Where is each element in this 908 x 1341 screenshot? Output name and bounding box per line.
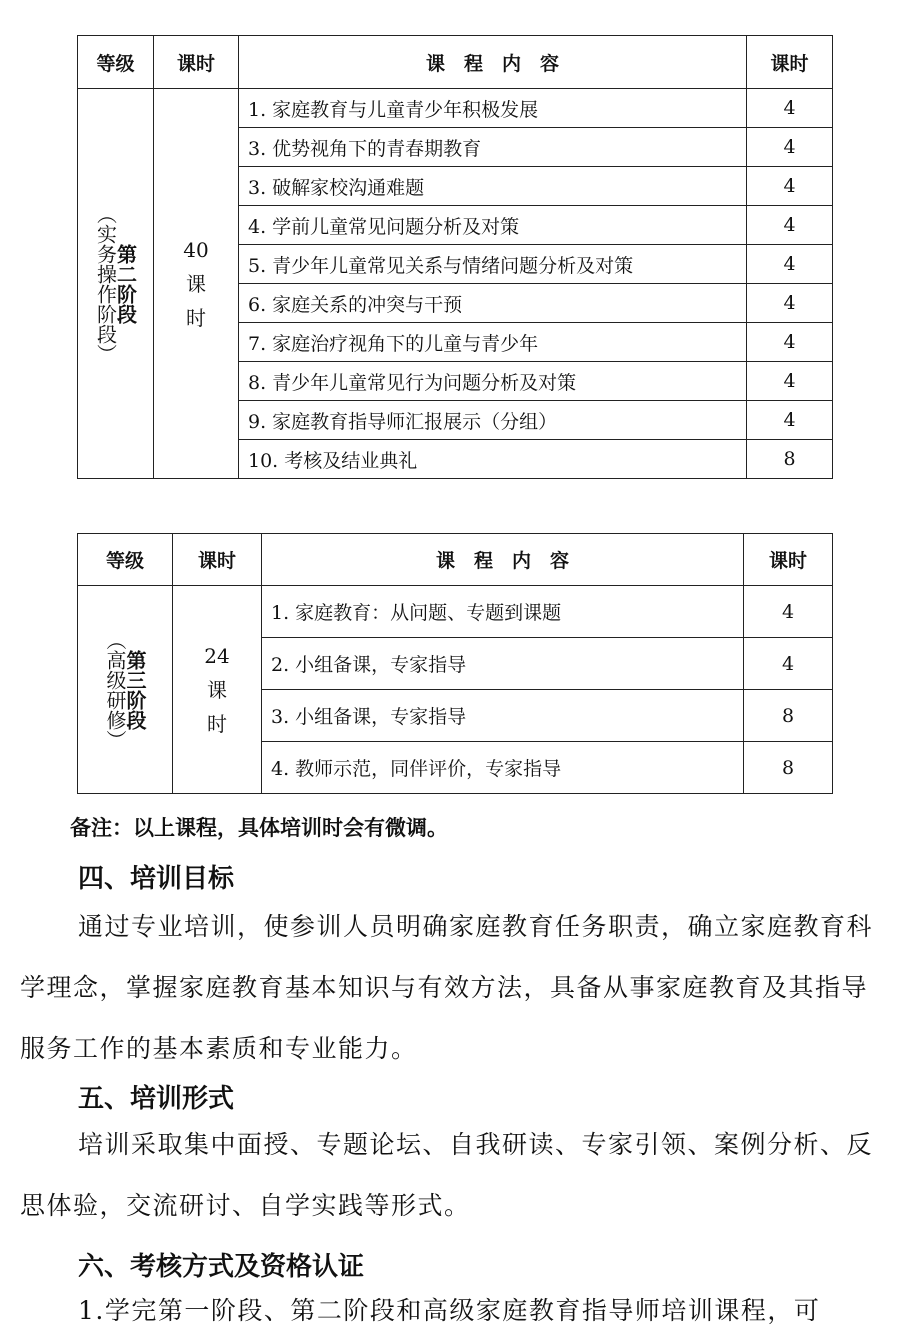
total-hours-unit-1: 课	[207, 677, 227, 702]
course-name: 6. 家庭关系的冲突与干预	[239, 284, 747, 323]
course-hours: 4	[744, 638, 833, 690]
course-name: 5. 青少年儿童常见关系与情绪问题分析及对策	[239, 245, 747, 284]
stage-level-cell	[78, 586, 173, 794]
course-hours: 4	[747, 167, 833, 206]
course-name: 7. 家庭治疗视角下的儿童与青少年	[239, 323, 747, 362]
stage-two-course-table	[77, 35, 833, 479]
course-hours: 4	[747, 206, 833, 245]
course-name: 1. 家庭教育：从问题、专题到课题	[262, 586, 744, 638]
course-hours: 4	[744, 586, 833, 638]
course-name: 3. 破解家校沟通难题	[239, 167, 747, 206]
stage-level-cell	[78, 89, 154, 479]
stage-total-hours-cell	[154, 89, 239, 479]
course-name: 4. 教师示范，同伴评价，专家指导	[262, 742, 744, 794]
table-row	[78, 89, 833, 128]
course-hours: 4	[747, 401, 833, 440]
section-text-training-format: 培训采取集中面授、专题论坛、自我研读、专家引领、案例分析、反思体验，交流研讨、自学实践等形式。	[20, 1130, 874, 1220]
course-hours: 4	[747, 323, 833, 362]
header-course-content: 课 程 内 容	[262, 534, 744, 586]
stage-subtitle: （实务操作阶段）	[93, 203, 118, 364]
course-name: 4. 学前儿童常见问题分析及对策	[239, 206, 747, 245]
section-heading-assessment: 六、考核方式及资格认证	[78, 1252, 365, 1282]
total-hours-unit-1: 课	[186, 271, 206, 296]
course-hours: 8	[744, 690, 833, 742]
course-name: 3. 优势视角下的青春期教育	[239, 128, 747, 167]
stage-name: 第二阶段	[113, 243, 138, 324]
section-text-training-goals: 通过专业培训，使参训人员明确家庭教育任务职责，确立家庭教育科学理念，掌握家庭教育基本知识与有效方法，具备从事家庭教育及其指导服务工作的基本素质和专业能力。	[20, 912, 874, 1063]
course-name: 9. 家庭教育指导师汇报展示（分组）	[239, 401, 747, 440]
header-hours-right: 课时	[747, 36, 833, 89]
header-course-content: 课 程 内 容	[239, 36, 747, 89]
course-name: 1. 家庭教育与儿童青少年积极发展	[239, 89, 747, 128]
course-name: 10. 考核及结业典礼	[239, 440, 747, 479]
section-heading-training-goals: 四、培训目标	[78, 864, 235, 894]
stage-name: 第三阶段	[123, 649, 147, 730]
course-hours: 8	[744, 742, 833, 794]
stage-three-course-table	[77, 533, 833, 794]
course-name: 2. 小组备课，专家指导	[262, 638, 744, 690]
stage-subtitle: （高级研修）	[103, 629, 127, 750]
total-hours-unit-2: 时	[186, 305, 206, 330]
section-text-assessment: 1.学完第一阶段、第二阶段和高级家庭教育指导师培训课程，可	[78, 1296, 821, 1325]
header-level: 等级	[78, 534, 173, 586]
table-header-row	[78, 534, 833, 586]
course-hours: 4	[747, 284, 833, 323]
header-hours-right: 课时	[744, 534, 833, 586]
header-hours: 课时	[173, 534, 262, 586]
stage-total-hours-cell	[173, 586, 262, 794]
table-row	[78, 586, 833, 638]
total-hours-value: 24	[204, 643, 230, 668]
header-level: 等级	[78, 36, 154, 89]
course-name: 8. 青少年儿童常见行为问题分析及对策	[239, 362, 747, 401]
total-hours-value: 40	[183, 237, 209, 262]
course-hours: 4	[747, 362, 833, 401]
total-hours-unit-2: 时	[207, 711, 227, 736]
course-name: 3. 小组备课，专家指导	[262, 690, 744, 742]
course-hours: 4	[747, 245, 833, 284]
header-hours: 课时	[154, 36, 239, 89]
course-hours: 4	[747, 128, 833, 167]
course-hours: 4	[747, 89, 833, 128]
remark-note: 备注：以上课程，具体培训时会有微调。	[70, 816, 448, 840]
table-header-row	[78, 36, 833, 89]
course-hours: 8	[747, 440, 833, 479]
section-heading-training-format: 五、培训形式	[78, 1084, 235, 1114]
